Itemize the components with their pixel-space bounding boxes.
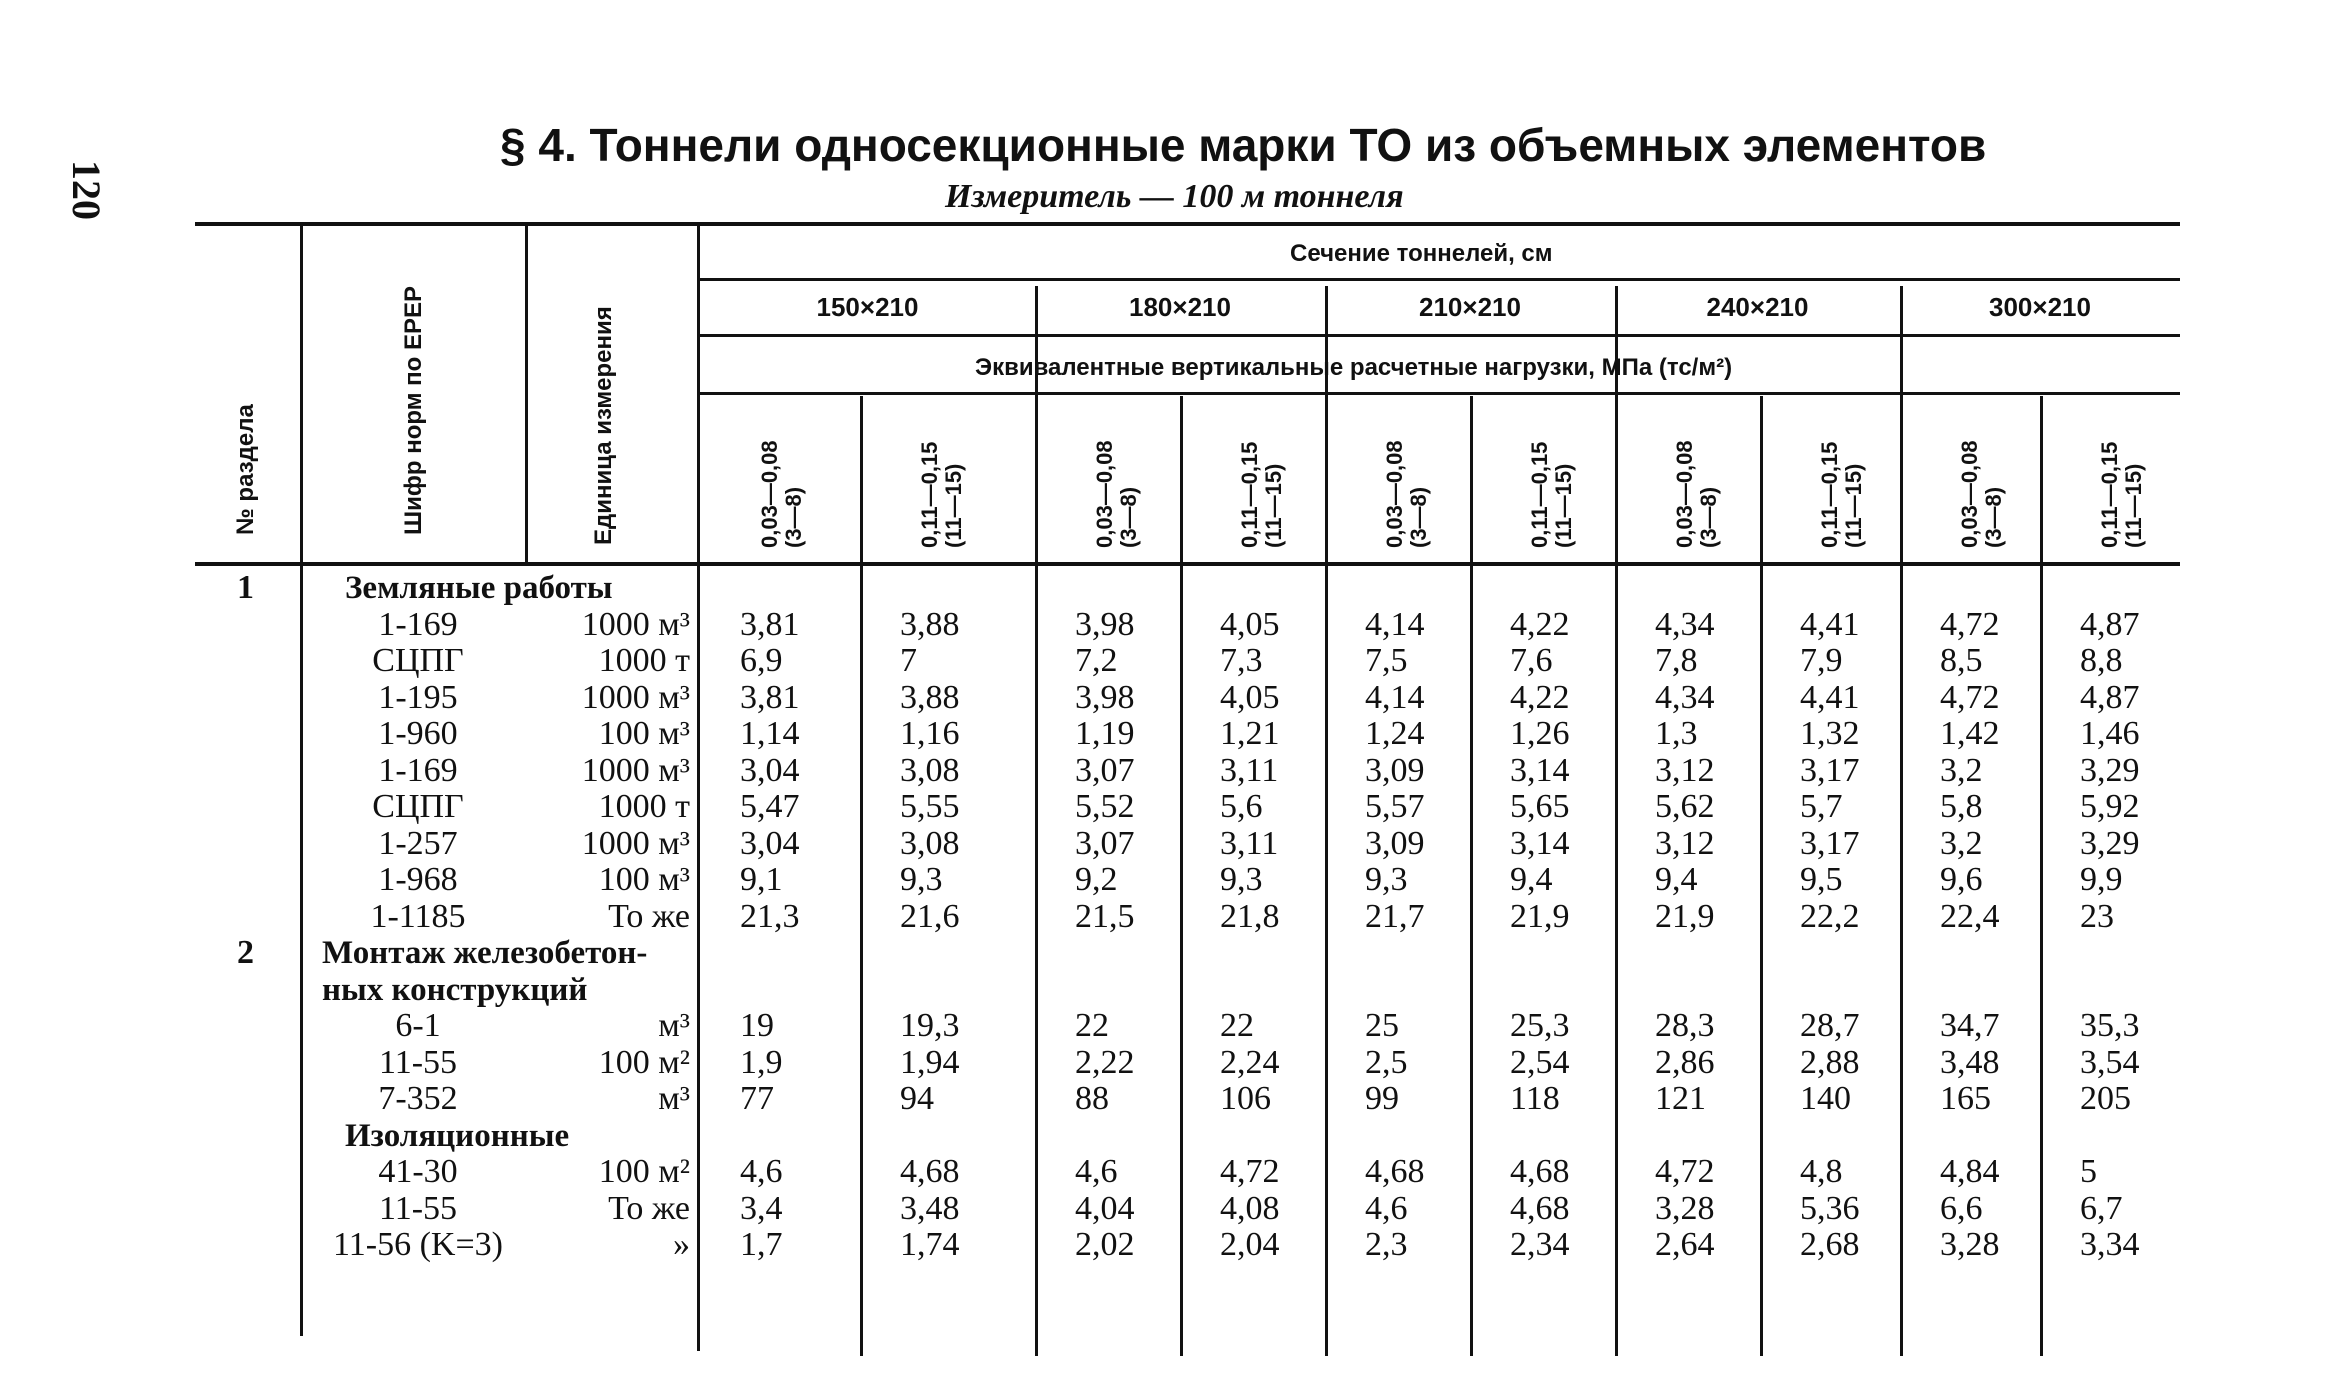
value-cell: 7,2 (1075, 642, 1118, 679)
header-load-label (2098, 442, 2146, 548)
norm-code: 7-352 (378, 1080, 458, 1117)
norm-code: 11-55 (378, 1189, 458, 1227)
header-load-line: 0,11—0,15 (1237, 441, 1262, 548)
value-cell: 3,17 (1800, 824, 1860, 862)
value-cell: 23 (2080, 897, 2114, 935)
unit-cell: 1000 м³ (581, 824, 690, 862)
header-load-label (1818, 442, 1866, 548)
header-load-line: (11—15) (2121, 463, 2146, 548)
value-cell: 1,3 (1655, 715, 1698, 752)
section-number: 2 (237, 934, 254, 971)
value-cell: 2,02 (1075, 1226, 1135, 1263)
value-cell: 5,52 (1075, 788, 1135, 825)
value-cell: 3,29 (2080, 751, 2140, 789)
norm-code: СЦПГ (372, 642, 464, 679)
unit-cell: 100 м³ (598, 861, 690, 898)
value-cell: 28,3 (1655, 1007, 1715, 1044)
header-load-line: 0,11—0,15 (917, 441, 942, 548)
header-size-label: 240×210 (1706, 292, 1809, 322)
value-cell: 4,6 (1075, 1153, 1118, 1190)
unit-cell: м³ (658, 1080, 690, 1117)
value-cell: 3,07 (1075, 751, 1135, 789)
value-cell: 5,62 (1655, 788, 1715, 825)
value-cell: 3,48 (1940, 1043, 2000, 1081)
value-cell: 3,4 (740, 1189, 783, 1227)
header-load-line: (11—15) (1261, 463, 1286, 548)
value-cell: 3,12 (1655, 824, 1715, 862)
unit-cell: 100 м² (598, 1043, 690, 1081)
header-load-line: (11—15) (1551, 463, 1576, 548)
unit-cell: 100 м² (598, 1153, 690, 1190)
table-top-rule (195, 222, 2180, 226)
norm-code: 1-169 (378, 751, 458, 789)
size-group-divider (1900, 286, 1903, 1356)
load-divider (1760, 396, 1763, 1356)
value-cell: 3,28 (1655, 1189, 1715, 1227)
value-cell: 4,05 (1220, 678, 1280, 716)
value-cell: 5,57 (1365, 788, 1425, 825)
value-cell: 2,86 (1655, 1043, 1715, 1081)
value-cell: 4,87 (2080, 678, 2140, 716)
value-cell: 3,17 (1800, 751, 1860, 789)
value-cell: 5,92 (2080, 788, 2140, 825)
value-cell: 2,22 (1075, 1043, 1135, 1081)
value-cell: 4,8 (1800, 1153, 1843, 1190)
header-load-line: 0,11—0,15 (2097, 441, 2122, 548)
section-title: ных конструкций (322, 971, 588, 1008)
value-cell: 9,3 (1365, 861, 1408, 898)
value-cell: 3,14 (1510, 824, 1570, 862)
unit-cell: м³ (658, 1007, 690, 1044)
value-cell: 4,68 (900, 1153, 960, 1190)
size-group-divider (1035, 286, 1038, 1356)
value-cell: 118 (1510, 1080, 1560, 1117)
value-cell: 21,5 (1075, 897, 1135, 935)
value-cell: 5,6 (1220, 788, 1263, 825)
value-cell: 3,08 (900, 824, 960, 862)
header-section-number: № раздела (232, 404, 259, 535)
header-load-label (1383, 440, 1431, 548)
unit-cell: 1000 т (598, 788, 690, 825)
value-cell: 5,65 (1510, 788, 1570, 825)
value-cell: 2,54 (1510, 1043, 1570, 1081)
value-cell: 21,7 (1365, 897, 1425, 935)
header-load-line: (11—15) (1841, 463, 1866, 548)
value-cell: 94 (900, 1080, 934, 1117)
value-cell: 9,1 (740, 861, 783, 898)
header-size-label: 300×210 (1989, 292, 2091, 322)
value-cell: 9,3 (1220, 861, 1263, 898)
section-title: Земляные работы (345, 570, 613, 606)
section-number: 1 (237, 569, 254, 606)
value-cell: 4,84 (1940, 1153, 2000, 1190)
value-cell: 4,08 (1220, 1189, 1280, 1227)
value-cell: 7,8 (1655, 642, 1698, 679)
value-cell: 4,68 (1510, 1153, 1570, 1190)
value-cell: 2,5 (1365, 1043, 1408, 1081)
header-load-line: (11—15) (941, 463, 966, 548)
page-title: § 4. Тоннели односекционные марки ТО из объемных элементов (500, 119, 1987, 171)
header-load-line: 0,11—0,15 (1527, 441, 1552, 548)
unit-cell: 100 м³ (598, 715, 690, 752)
norm-code: 1-195 (378, 678, 458, 716)
value-cell: 9,2 (1075, 861, 1118, 898)
header-load-label (1528, 442, 1576, 548)
value-cell: 106 (1220, 1080, 1271, 1117)
value-cell: 7,9 (1800, 642, 1843, 679)
value-cell: 3,2 (1940, 824, 1983, 862)
value-cell: 25 (1365, 1007, 1399, 1044)
norm-code: 1-960 (378, 715, 458, 752)
unit-cell: 1000 м³ (581, 751, 690, 789)
value-cell: 5,7 (1800, 788, 1843, 825)
header-load-line: (3—8) (781, 486, 806, 548)
section-header-rule (700, 278, 2180, 281)
value-cell: 3,11 (1220, 824, 1279, 862)
header-loads-title: Эквивалентные вертикальные расчетные нагрузки, МПа (тс/м²) (975, 354, 1733, 381)
header-load-line: 0,03—0,08 (757, 440, 782, 548)
value-cell: 1,94 (900, 1043, 960, 1081)
value-cell: 9,9 (2080, 861, 2123, 898)
value-cell: 3,11 (1220, 751, 1279, 789)
value-cell: 4,72 (1220, 1153, 1280, 1190)
value-cell: 4,22 (1510, 678, 1570, 716)
value-cell: 19 (740, 1007, 774, 1044)
header-load-label (758, 440, 806, 548)
value-cell: 5,55 (900, 788, 960, 825)
value-cell: 19,3 (900, 1007, 960, 1044)
value-cell: 4,72 (1655, 1153, 1715, 1190)
value-cell: 4,72 (1940, 678, 2000, 716)
header-load-line: 0,11—0,15 (1817, 441, 1842, 548)
value-cell: 7,3 (1220, 642, 1263, 679)
value-cell: 121 (1655, 1080, 1706, 1117)
header-load-label (1673, 440, 1721, 548)
value-cell: 9,4 (1510, 861, 1553, 898)
value-cell: 22 (1075, 1007, 1109, 1044)
value-cell: 1,14 (740, 715, 800, 752)
value-cell: 4,87 (2080, 605, 2140, 643)
header-bottom-rule (195, 562, 2180, 566)
value-cell: 4,04 (1075, 1189, 1135, 1227)
value-cell: 3,28 (1940, 1226, 2000, 1263)
value-cell: 3,07 (1075, 824, 1135, 862)
value-cell: 3,14 (1510, 751, 1570, 789)
value-cell: 3,88 (900, 678, 960, 716)
value-cell: 9,4 (1655, 861, 1698, 898)
value-cell: 1,26 (1510, 715, 1570, 752)
value-cell: 3,29 (2080, 824, 2140, 862)
value-cell: 35,3 (2080, 1007, 2140, 1044)
load-divider (2040, 396, 2043, 1356)
value-cell: 5,36 (1800, 1189, 1860, 1227)
size-group-divider (1325, 286, 1328, 1356)
value-cell: 4,34 (1655, 605, 1715, 643)
col-divider-3 (697, 226, 700, 1351)
unit-cell: 1000 м³ (581, 678, 690, 716)
header-size-label: 180×210 (1129, 292, 1231, 322)
norm-code: 11-55 (378, 1043, 458, 1081)
value-cell: 2,24 (1220, 1043, 1280, 1081)
header-load-line: (3—8) (1981, 486, 2006, 548)
value-cell: 3,34 (2080, 1226, 2140, 1263)
header-load-line: (3—8) (1696, 486, 1721, 548)
sizes-rule (700, 334, 2180, 337)
value-cell: 2,88 (1800, 1043, 1860, 1081)
value-cell: 3,12 (1655, 751, 1715, 789)
header-load-label (1238, 442, 1286, 548)
size-group-divider (1615, 286, 1618, 1356)
value-cell: 6,6 (1940, 1189, 1983, 1227)
col-divider-1 (300, 226, 303, 1336)
value-cell: 25,3 (1510, 1007, 1570, 1044)
value-cell: 7 (900, 642, 917, 679)
unit-cell: 1000 м³ (581, 605, 690, 643)
value-cell: 4,05 (1220, 605, 1280, 643)
value-cell: 8,5 (1940, 642, 1983, 679)
value-cell: 3,98 (1075, 678, 1135, 716)
header-load-line: 0,03—0,08 (1672, 440, 1697, 548)
value-cell: 21,9 (1655, 897, 1715, 935)
header-load-line: (3—8) (1406, 486, 1431, 548)
value-cell: 4,22 (1510, 605, 1570, 643)
value-cell: 1,74 (900, 1226, 960, 1263)
value-cell: 3,81 (740, 605, 800, 643)
value-cell: 77 (740, 1080, 774, 1117)
value-cell: 3,98 (1075, 605, 1135, 643)
norm-code: 1-968 (378, 861, 458, 898)
value-cell: 3,09 (1365, 751, 1425, 789)
value-cell: 2,68 (1800, 1226, 1860, 1263)
unit-cell: То же (608, 1189, 690, 1227)
value-cell: 1,7 (740, 1226, 783, 1263)
value-cell: 7,6 (1510, 642, 1553, 679)
value-cell: 4,41 (1800, 678, 1860, 716)
header-norm-code: Шифр норм по ЕРЕР (400, 286, 427, 535)
value-cell: 3,81 (740, 678, 800, 716)
value-cell: 165 (1940, 1080, 1991, 1117)
unit-cell: » (673, 1226, 690, 1263)
value-cell: 9,6 (1940, 861, 1983, 898)
value-cell: 5,47 (740, 788, 800, 825)
norm-code: 41-30 (378, 1153, 458, 1190)
value-cell: 21,8 (1220, 897, 1280, 935)
value-cell: 28,7 (1800, 1007, 1860, 1044)
value-cell: 88 (1075, 1080, 1109, 1117)
norm-code: 11-56 (K=3) (333, 1226, 503, 1263)
value-cell: 4,72 (1940, 605, 2000, 643)
section-title: Монтаж железобетон- (322, 935, 648, 971)
value-cell: 4,41 (1800, 605, 1860, 643)
page-number: 120 (64, 160, 109, 220)
header-load-line: 0,03—0,08 (1092, 440, 1117, 548)
value-cell: 1,46 (2080, 715, 2140, 752)
header-tunnel-section: Сечение тоннелей, см (1290, 240, 1553, 267)
value-cell: 4,34 (1655, 678, 1715, 716)
unit-cell: 1000 т (598, 642, 690, 679)
header-load-label (918, 442, 966, 548)
header-load-label (1093, 440, 1141, 548)
value-cell: 1,16 (900, 715, 960, 752)
value-cell: 22,2 (1800, 897, 1860, 935)
value-cell: 2,3 (1365, 1226, 1408, 1263)
value-cell: 21,6 (900, 897, 960, 935)
header-load-label (1958, 440, 2006, 548)
value-cell: 4,14 (1365, 605, 1425, 643)
value-cell: 5 (2080, 1153, 2097, 1190)
norm-code: 1-169 (378, 605, 458, 643)
value-cell: 3,88 (900, 605, 960, 643)
value-cell: 2,34 (1510, 1226, 1570, 1263)
page-subtitle: Измеритель — 100 м тоннеля (945, 178, 1404, 215)
value-cell: 5,8 (1940, 788, 1983, 825)
value-cell: 4,14 (1365, 678, 1425, 716)
value-cell: 8,8 (2080, 642, 2123, 679)
value-cell: 7,5 (1365, 642, 1408, 679)
value-cell: 1,24 (1365, 715, 1425, 752)
value-cell: 3,04 (740, 824, 800, 862)
norm-code: СЦПГ (372, 788, 464, 825)
value-cell: 3,2 (1940, 751, 1983, 789)
value-cell: 4,68 (1365, 1153, 1425, 1190)
value-cell: 4,68 (1510, 1189, 1570, 1227)
norm-code: 1-1185 (370, 897, 466, 935)
norm-code: 1-257 (378, 824, 458, 862)
value-cell: 3,04 (740, 751, 800, 789)
header-load-line: 0,03—0,08 (1382, 440, 1407, 548)
value-cell: 1,42 (1940, 715, 2000, 752)
header-load-line: (3—8) (1116, 486, 1141, 548)
value-cell: 99 (1365, 1080, 1399, 1117)
value-cell: 3,08 (900, 751, 960, 789)
value-cell: 6,9 (740, 642, 783, 679)
value-cell: 22,4 (1940, 897, 2000, 935)
header-load-line: 0,03—0,08 (1957, 440, 1982, 548)
header-unit: Единица измерения (590, 306, 617, 545)
section-title: Изоляционные (345, 1117, 570, 1154)
header-size-label: 210×210 (1419, 292, 1521, 322)
value-cell: 21,9 (1510, 897, 1570, 935)
loads-rule (700, 392, 2180, 395)
value-cell: 2,64 (1655, 1226, 1715, 1263)
header-size-label: 150×210 (816, 292, 919, 322)
load-divider (860, 396, 863, 1356)
value-cell: 3,54 (2080, 1043, 2140, 1081)
value-cell: 1,21 (1220, 715, 1280, 752)
value-cell: 21,3 (740, 897, 800, 935)
value-cell: 1,9 (740, 1043, 783, 1081)
value-cell: 205 (2080, 1080, 2131, 1117)
value-cell: 4,6 (1365, 1189, 1408, 1227)
value-cell: 34,7 (1940, 1007, 2000, 1044)
value-cell: 22 (1220, 1007, 1254, 1044)
load-divider (1180, 396, 1183, 1356)
value-cell: 9,5 (1800, 861, 1843, 898)
value-cell: 6,7 (2080, 1189, 2123, 1227)
col-divider-2 (525, 226, 528, 566)
load-divider (1470, 396, 1473, 1356)
value-cell: 140 (1800, 1080, 1851, 1117)
value-cell: 1,19 (1075, 715, 1135, 752)
unit-cell: То же (608, 897, 690, 935)
value-cell: 3,09 (1365, 824, 1425, 862)
value-cell: 3,48 (900, 1189, 960, 1227)
value-cell: 1,32 (1800, 715, 1860, 752)
value-cell: 9,3 (900, 861, 943, 898)
value-cell: 2,04 (1220, 1226, 1280, 1263)
norm-code: 6-1 (395, 1007, 441, 1044)
value-cell: 4,6 (740, 1153, 783, 1190)
